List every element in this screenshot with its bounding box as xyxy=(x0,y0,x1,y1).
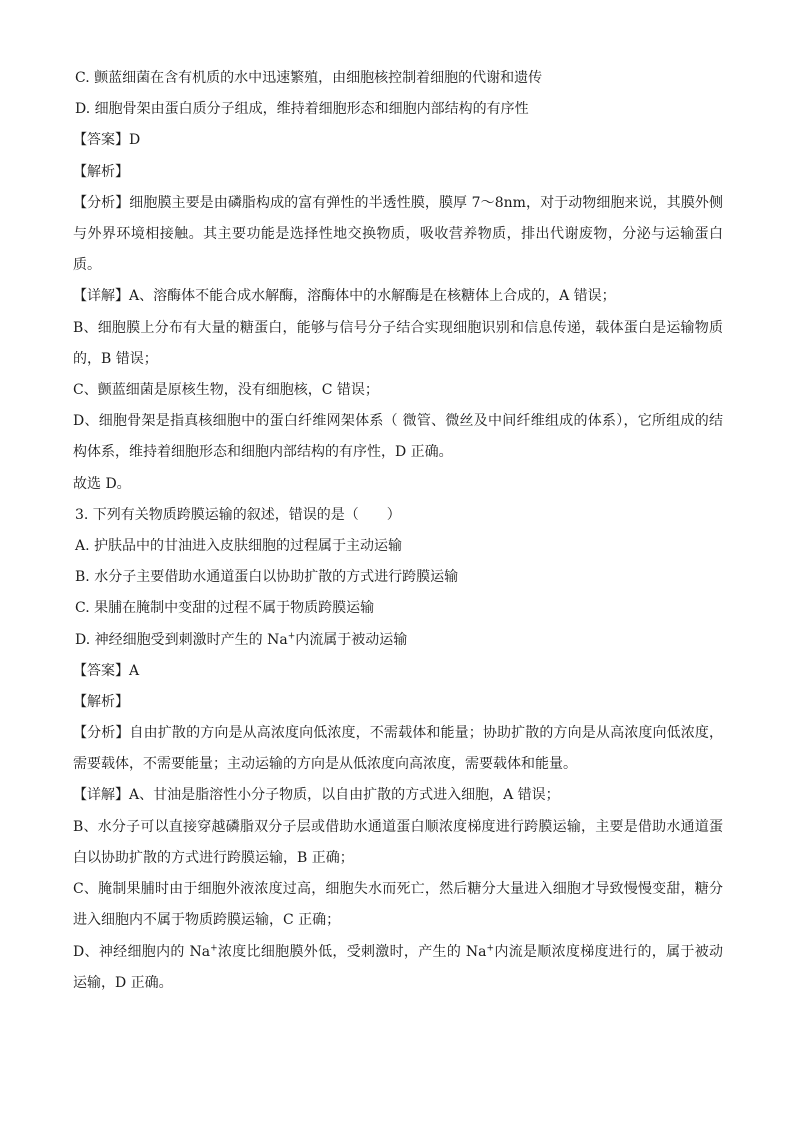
q3-analysis-label: 【解析】 xyxy=(73,693,129,710)
q3-option-a: A. 护肤品中的甘油进入皮肤细胞的过程属于主动运输 xyxy=(75,537,403,554)
document-page xyxy=(73,63,723,999)
q3-stem: 3. 下列有关物质跨膜运输的叙述，错误的是（ ） xyxy=(75,506,401,523)
q2-detail-b: B、细胞膜上分布有大量的糖蛋白，能够与信号分子结合实现细胞识别和信息传递，载体蛋白是运输物质的，B 错误； xyxy=(73,319,723,367)
sodium-charge: + xyxy=(287,630,296,641)
q2-analysis: 【分析】细胞膜主要是由磷脂构成的富有弹性的半透性膜，膜厚 7～8nm，对于动物细胞来说，其膜外侧与外界环境相接触。其主要功能是选择性地交换物质，吸收营养物质，排出代谢废物，分泌与运输蛋白质。 xyxy=(73,194,723,274)
q2-option-d: D. 细胞骨架由蛋白质分子组成，维持着细胞形态和细胞内部结构的有序性 xyxy=(75,101,529,118)
q3-detail-d-post: 内流是顺浓度梯度进行的，属于被动运输，D 正确。 xyxy=(73,943,724,991)
q3-option-c: C. 果脯在腌制中变甜的过程不属于物质跨膜运输 xyxy=(75,600,375,617)
q3-detail-c: C、腌制果脯时由于细胞外液浓度过高，细胞失水而死亡，然后糖分大量进入细胞才导致慢慢变甜，糖分进入细胞内不属于物质跨膜运输，C 正确； xyxy=(73,881,723,929)
sodium-charge: + xyxy=(486,942,495,953)
q3-detail-a: 【详解】A、甘油是脂溶性小分子物质，以自由扩散的方式进入细胞，A 错误； xyxy=(73,787,560,804)
sodium-charge: + xyxy=(210,942,218,953)
q3-option-b: B. 水分子主要借助水通道蛋白以协助扩散的方式进行跨膜运输 xyxy=(75,569,459,586)
q3-detail-d-pre: D、神经细胞内的 Na xyxy=(73,943,211,960)
q2-detail-a: 【详解】A、溶酶体不能合成水解酶，溶酶体中的水解酶是在核糖体上合成的，A 错误； xyxy=(73,288,616,305)
q2-answer: 【答案】D xyxy=(73,132,141,149)
q3-option-d-pre: D. 神经细胞受到刺激时产生的 Na xyxy=(75,631,288,648)
q2-conclusion: 故选 D。 xyxy=(73,475,131,492)
q2-option-c: C. 颤蓝细菌在含有机质的水中迅速繁殖，由细胞核控制着细胞的代谢和遗传 xyxy=(75,70,543,86)
q3-option-d-post: 内流属于被动运输 xyxy=(295,631,408,648)
q3-answer: 【答案】A xyxy=(73,662,140,679)
q3-detail-d-mid: 浓度比细胞膜外低，受刺激时，产生的 Na xyxy=(217,943,487,960)
q3-option-d xyxy=(73,625,723,656)
q2-analysis-label: 【解析】 xyxy=(73,163,129,180)
q3-detail-d xyxy=(73,937,723,999)
q2-detail-c: C、颤蓝细菌是原核生物，没有细胞核，C 错误； xyxy=(73,381,379,398)
q2-detail-d: D、细胞骨架是指真核细胞中的蛋白纤维网架体系（ 微管、微丝及中间纤维组成的体系），它所组成的结构体系，维持着细胞形态和细胞内部结构的有序性，D 正确。 xyxy=(73,413,723,461)
q3-analysis: 【分析】自由扩散的方向是从高浓度向低浓度，不需载体和能量；协助扩散的方向是从高浓度向低浓度，需要载体，不需要能量；主动运输的方向是从低浓度向高浓度，需要载体和能量。 xyxy=(73,725,723,773)
q3-detail-b: B、水分子可以直接穿越磷脂双分子层或借助水通道蛋白顺浓度梯度进行跨膜运输，主要是借助水通道蛋白以协助扩散的方式进行跨膜运输，B 正确； xyxy=(73,818,723,866)
